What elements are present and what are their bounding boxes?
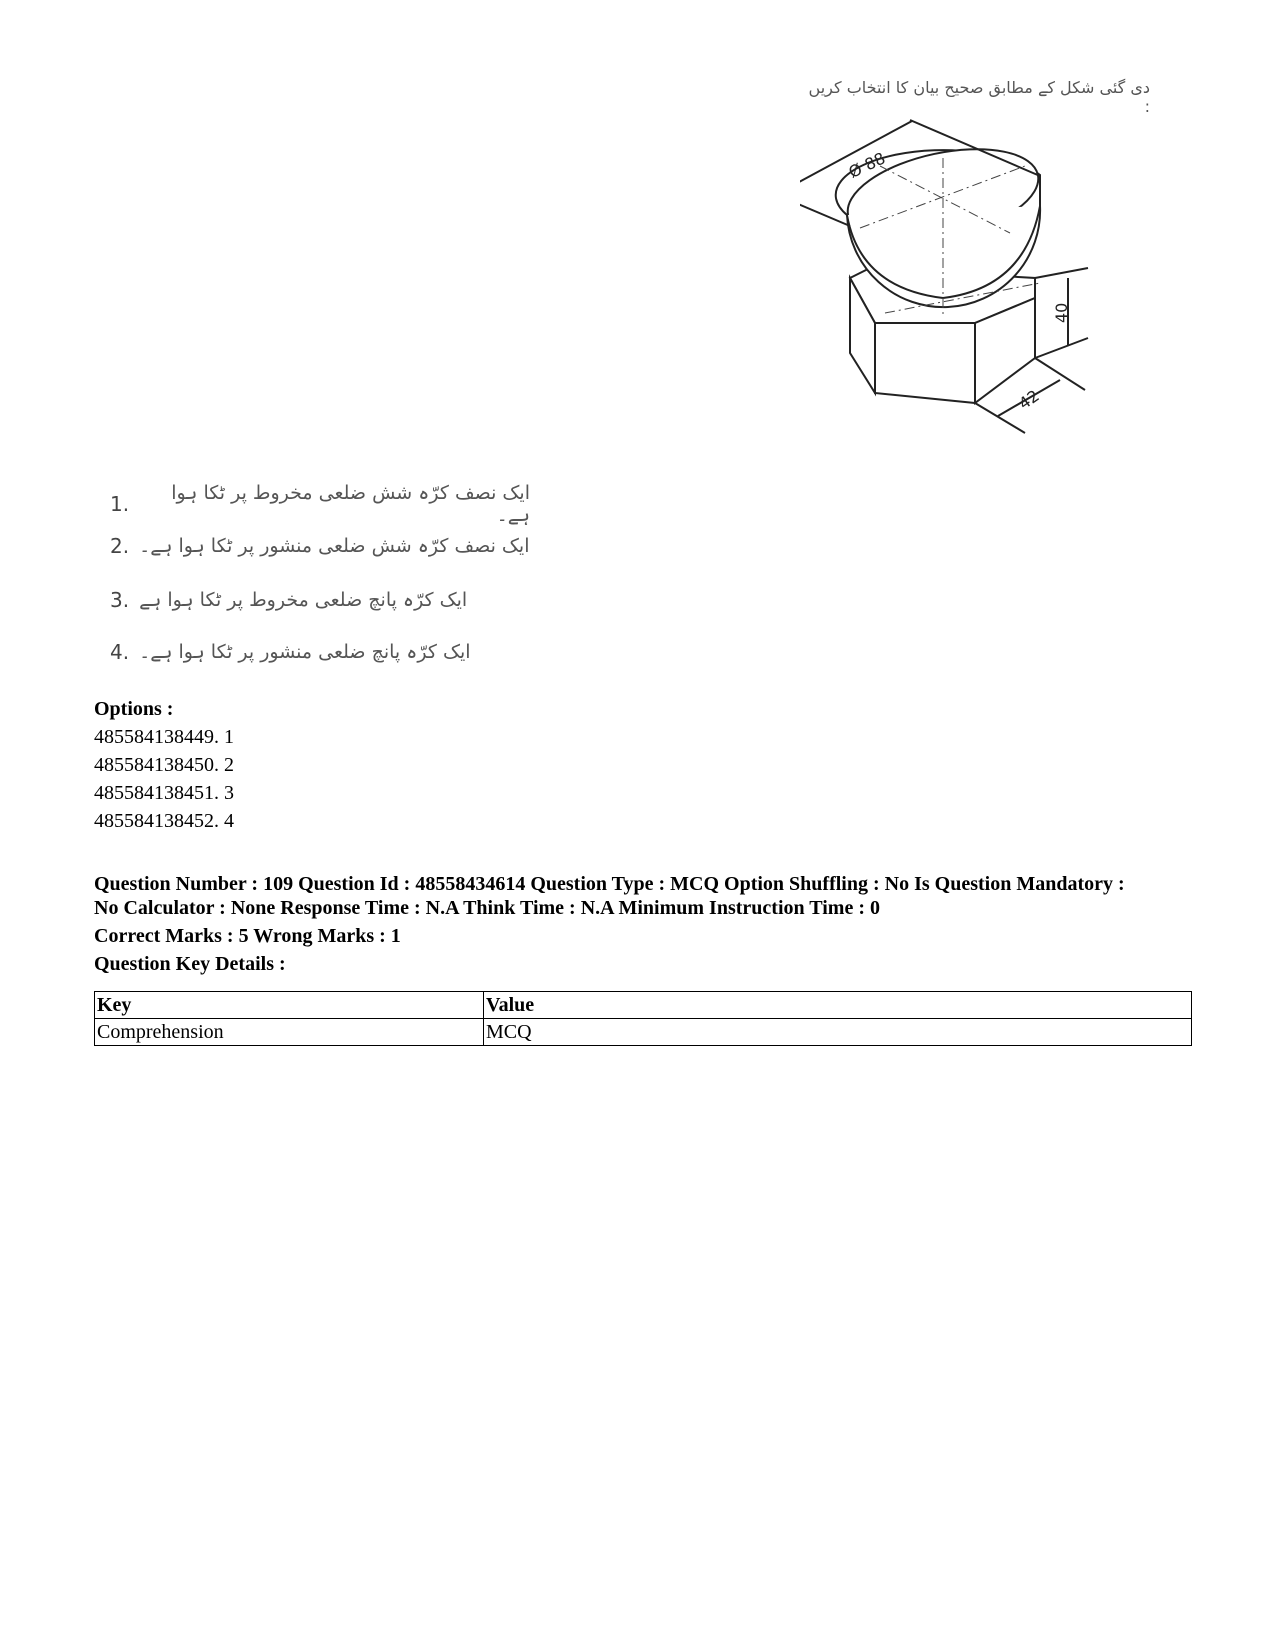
table-row bbox=[95, 1019, 1192, 1046]
key-details-table bbox=[94, 991, 1192, 1046]
option-2: 485584138450. 2 bbox=[94, 754, 234, 776]
choice-3-number: 3. bbox=[110, 588, 130, 612]
option-1: 485584138449. 1 bbox=[94, 726, 234, 748]
table-header-key: Key bbox=[95, 992, 484, 1019]
question-meta-line-1: Question Number : 109 Question Id : 48558434614 Question Type : MCQ Option Shuffling : No Is Question Mandatory : bbox=[94, 873, 1125, 895]
diameter-label: Ø 88 bbox=[845, 148, 889, 182]
question-figure bbox=[800, 118, 1160, 463]
choice-2-number: 2. bbox=[110, 534, 130, 558]
choice-4 bbox=[110, 640, 530, 664]
choice-4-text: ایک کرّہ پانچ ضلعی منشور پر ٹکا ہوا ہے۔ bbox=[139, 641, 471, 663]
table-cell-key: Comprehension bbox=[95, 1019, 484, 1046]
marks-line: Correct Marks : 5 Wrong Marks : 1 bbox=[94, 925, 401, 947]
question-meta-line-2: No Calculator : None Response Time : N.A Think Time : N.A Minimum Instruction Time : 0 bbox=[94, 897, 880, 919]
option-4: 485584138452. 4 bbox=[94, 810, 234, 832]
table-header-value: Value bbox=[484, 992, 1192, 1019]
choice-1-number: 1. bbox=[110, 492, 130, 516]
height-label: 40 bbox=[1052, 302, 1071, 323]
choice-4-number: 4. bbox=[110, 640, 130, 664]
table-header-row bbox=[95, 992, 1192, 1019]
choice-3 bbox=[110, 588, 530, 612]
option-3: 485584138451. 3 bbox=[94, 782, 234, 804]
key-details-label: Question Key Details : bbox=[94, 953, 286, 975]
choice-2-text: ایک نصف کرّہ شش ضلعی منشور پر ٹکا ہوا ہے۔ bbox=[139, 535, 530, 557]
choice-1-text: ایک نصف کرّہ شش ضلعی مخروط پر ٹکا ہوا ہے۔ bbox=[171, 482, 530, 526]
side-label: 42 bbox=[1015, 385, 1043, 414]
choice-1 bbox=[110, 482, 530, 526]
choice-2 bbox=[110, 534, 530, 558]
choice-3-text: ایک کرّہ پانچ ضلعی مخروط پر ٹکا ہوا ہے bbox=[139, 589, 468, 611]
question-heading: دی گئی شکل کے مطابق صحیح بیان کا انتخاب کریں : bbox=[808, 78, 1150, 116]
table-cell-value: MCQ bbox=[484, 1019, 1192, 1046]
options-label: Options : bbox=[94, 698, 174, 720]
